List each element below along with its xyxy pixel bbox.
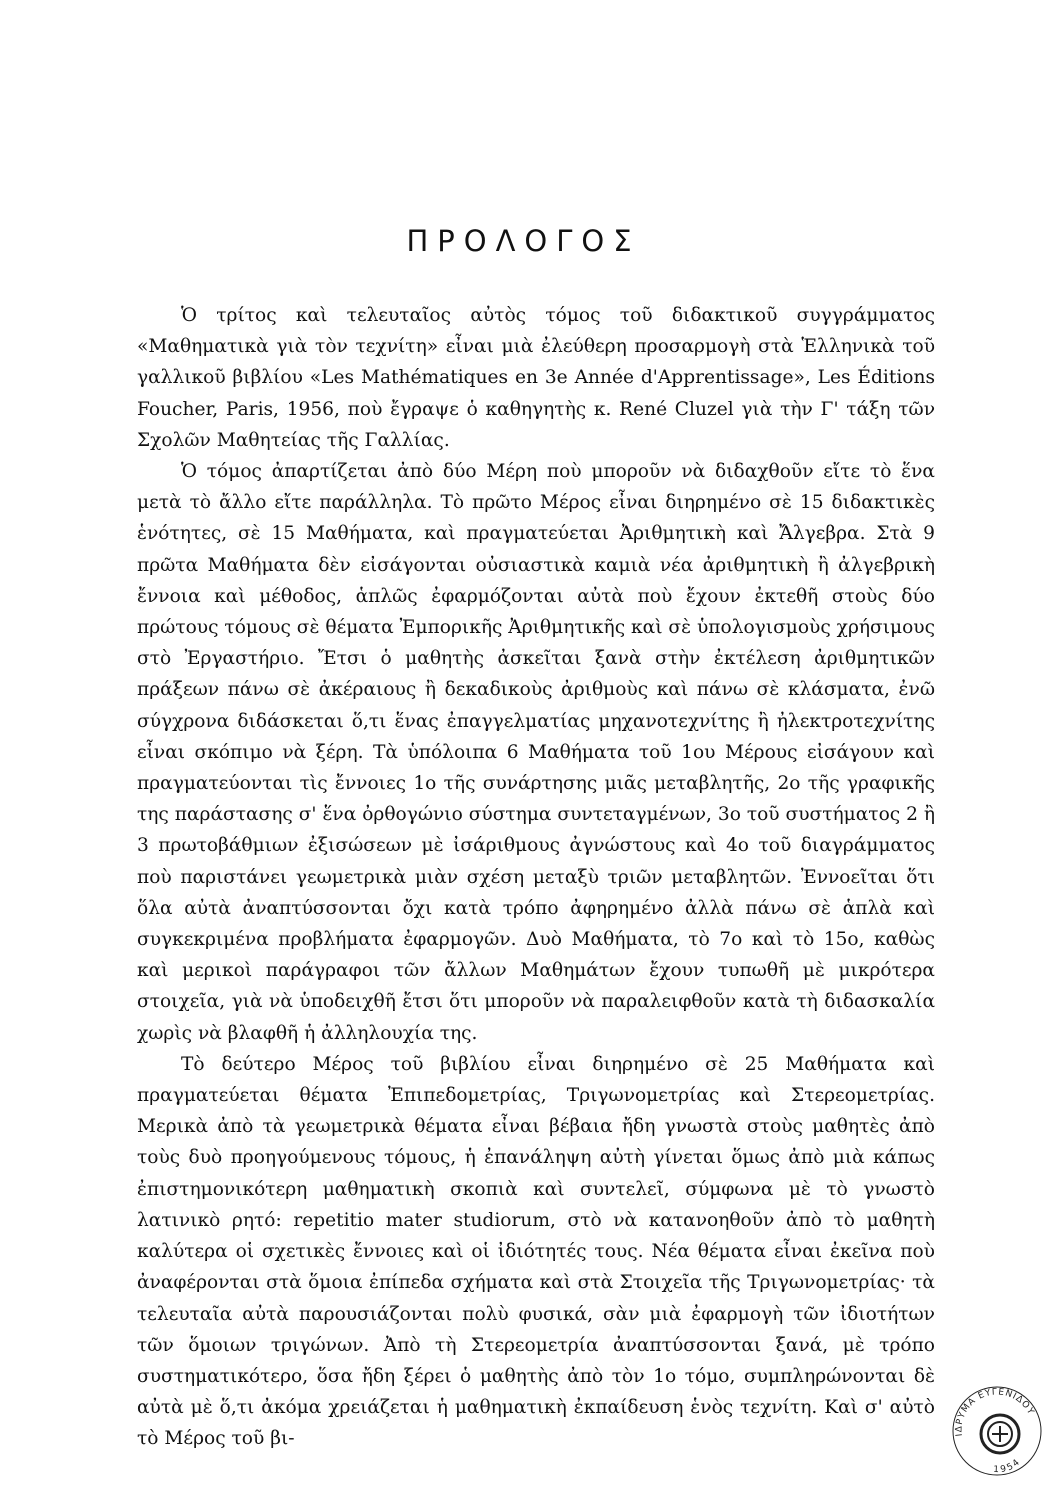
paragraph-part-two: Τὸ δεύτερο Μέρος τοῦ βιβλίου εἶναι διηρημένο σὲ 25 Μαθήματα καὶ πραγματεύεται θέματα Ἐπιπεδομετρίας, Τριγωνομετρίας καὶ Στερεομετρίας. Μερικὰ ἀπὸ τὰ γεωμετρικὰ θέματα εἶναι βέβαια ἤδη γνωστὰ στοὺς μαθητὲς ἀπὸ τοὺς δυὸ προηγούμενους τόμους, ἡ ἐπανάληψη αὐτὴ γίνεται ὅμως ἀπὸ μιὰ κάπως ἐπιστημονικότερη μαθηματικὴ σκοπιὰ καὶ συντελεῖ, σύμφωνα μὲ τὸ γνωστὸ λατινικὸ ρητό: repetitio mater studiorum, στὸ νὰ κατανοηθοῦν ἀπὸ τὸ μαθητὴ καλύτερα οἱ σχετικὲς ἔννοιες καὶ οἱ ἰδιότητές τους. Νέα θέματα εἶναι ἐκεῖνα ποὺ ἀναφέρονται στὰ ὅμοια ἐπίπεδα σχήματα καὶ στὰ Στοιχεῖα τῆς Τριγωνομετρίας· τὰ τελευταῖα αὐτὰ παρουσιάζονται πολὺ φυσικά, σὰν μιὰ ἐφαρμογὴ τῶν ἰδιοτήτων τῶν ὅμοιων τριγώνων. Ἀπὸ τὴ Στερεομετρία ἀναπτύσσονται ξανά, μὲ τρόπο συστηματικότερο, ὅσα ἤδη ξέρει ὁ μαθητὴς ἀπὸ τὸν 1ο τόμο, συμπληρώνονται δὲ αὐτὰ μὲ ὅ,τι ἀκόμα χρειάζεται ἡ μαθηματικὴ ἐκπαίδευση ἑνὸς τεχνίτη. Καὶ σ' αὐτὸ τὸ Μέρος τοῦ βι- — [137, 1053, 935, 1450]
seal-year: 1954 — [993, 1456, 1024, 1476]
paragraph-intro: Ὁ τρίτος καὶ τελευταῖος αὐτὸς τόμος τοῦ διδακτικοῦ συγγράμματος «Μαθηματικὰ γιὰ τὸν τεχνίτη» εἶναι μιὰ ἐλεύθερη προσαρμογὴ στὰ Ἑλληνικὰ τοῦ γαλλικοῦ βιβλίου «Les Mathématiques en 3e Année d'Apprentissage», Les Éditions Foucher, Paris, 1956, ποὺ ἔγραψε ὁ καθηγητὴς κ. René Cluzel γιὰ τὴν Γ' τάξη τῶν Σχολῶν Μαθητείας τῆς Γαλλίας. — [137, 305, 935, 451]
prologue-body — [137, 300, 935, 1455]
seal-text: ΙΔΡΥΜΑ ΕΥΓΕΝΙΔΟΥ — [954, 1387, 1036, 1437]
paragraph-part-one: Ὁ τόμος ἀπαρτίζεται ἀπὸ δύο Μέρη ποὺ μποροῦν νὰ διδαχθοῦν εἴτε τὸ ἕνα μετὰ τὸ ἄλλο εἴτε παράλληλα. Τὸ πρῶτο Μέρος εἶναι διηρημένο σὲ 15 διδακτικὲς ἑνότητες, σὲ 15 Μαθήματα, καὶ πραγματεύεται Ἀριθμητικὴ καὶ Ἄλγεβρα. Στὰ 9 πρῶτα Μαθήματα δὲν εἰσάγονται οὐσιαστικὰ καμιὰ νέα ἀριθμητικὴ ἢ ἀλγεβρικὴ ἔννοια καὶ μέθοδος, ἁπλῶς ἐφαρμόζονται αὐτὰ ποὺ ἔχουν ἐκτεθῆ στοὺς δύο πρώτους τόμους σὲ θέματα Ἐμπορικῆς Ἀριθμητικῆς καὶ σὲ ὑπολογισμοὺς χρήσιμους στὸ Ἐργαστήριο. Ἔτσι ὁ μαθητὴς ἀσκεῖται ξανὰ στὴν ἐκτέλεση ἀριθμητικῶν πράξεων πάνω σὲ ἀκέραιους ἢ δεκαδικοὺς ἀριθμοὺς καὶ πάνω σὲ κλάσματα, ἐνῶ σύγχρονα διδάσκεται ὅ,τι ἕνας ἐπαγγελματίας μηχανοτεχνίτης ἢ ἠλεκτροτεχνίτης εἶναι σκόπιμο νὰ ξέρη. Τὰ ὑπόλοιπα 6 Μαθήματα τοῦ 1ου Μέρους εἰσάγουν καὶ πραγματεύονται τὶς ἔννοιες 1ο τῆς συνάρτησης μιᾶς μεταβλητῆς, 2ο τῆς γραφικῆς της παράστασης σ' ἕνα ὀρθογώνιο σύστημα συντεταγμένων, 3ο τοῦ συστήματος 2 ἢ 3 πρωτοβάθμιων ἐξισώσεων μὲ ἰσάριθμους ἀγνώστους καὶ 4ο τοῦ διαγράμματος ποὺ παριστάνει γεωμετρικὰ μιὰν σχέση μεταξὺ τριῶν μεταβλητῶν. Ἐννοεῖται ὅτι ὅλα αὐτὰ ἀναπτύσσονται ὄχι κατὰ τρόπο ἀφηρημένο ἀλλὰ πάνω σὲ ἁπλὰ καὶ συγκεκριμένα προβλήματα ἐφαρμογῶν. Δυὸ Μαθήματα, τὸ 7ο καὶ τὸ 15ο, καθὼς καὶ μερικοὶ παράγραφοι τῶν ἄλλων Μαθημάτων ἔχουν τυπωθῆ μὲ μικρότερα στοιχεῖα, γιὰ νὰ ὑποδειχθῆ ἔτσι ὅτι μποροῦν νὰ παραλειφθοῦν κατὰ τὴ διδασκαλία χωρὶς νὰ βλαφθῆ ἡ ἀλληλουχία της. — [137, 461, 935, 1044]
svg-text:1954 — [993, 1457, 1023, 1476]
page-title: ΠΡΟΛΟΓΟΣ — [406, 224, 641, 258]
foundation-seal-icon — [950, 1384, 1044, 1478]
svg-text:ΙΔΡΥΜΑ ΕΥΓΕΝΙΔΟΥ — [954, 1387, 1035, 1436]
